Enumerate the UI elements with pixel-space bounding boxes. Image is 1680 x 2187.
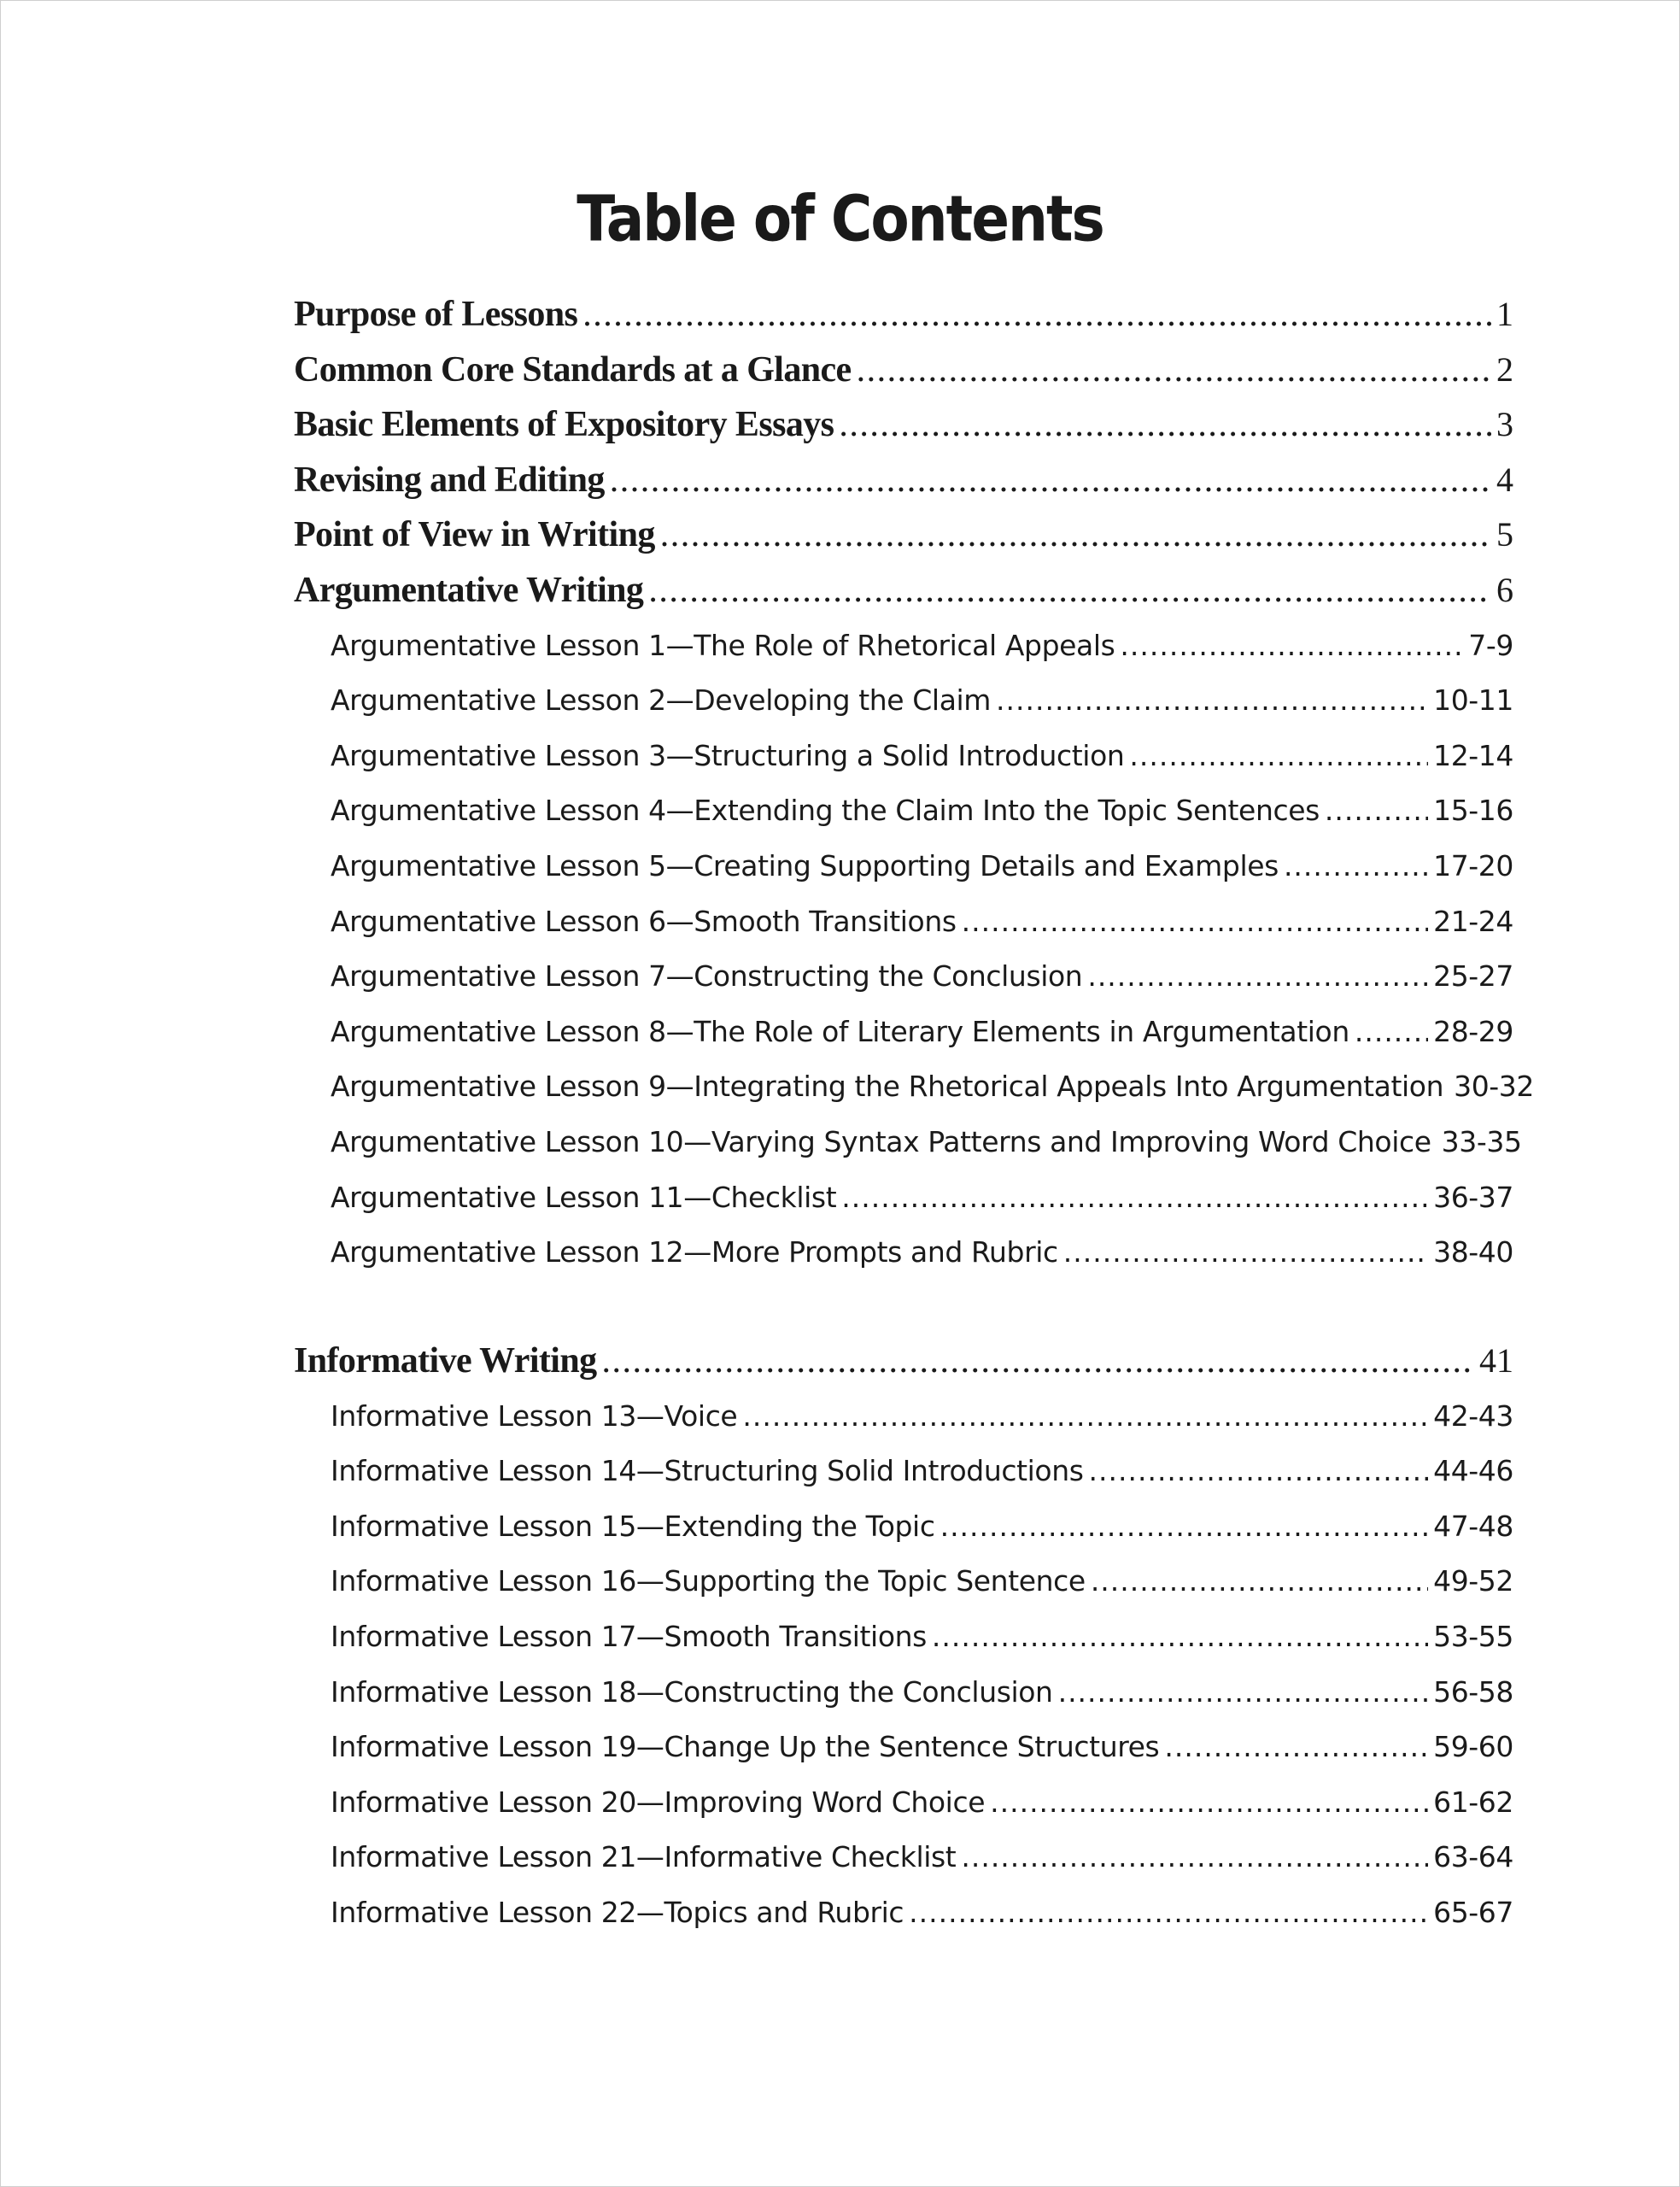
toc-entry-point-of-view[interactable] — [294, 507, 1513, 563]
toc-page-number: 12-14 — [1433, 738, 1513, 772]
toc-subentry-label: Argumentative Lesson 9—Integrating the Rhetorical Appeals Into Argumentation — [331, 1070, 1444, 1104]
toc-subentry-informative-20[interactable] — [294, 1775, 1513, 1831]
toc-subentry-informative-21[interactable] — [294, 1830, 1513, 1885]
toc-page-number: 41 — [1479, 1341, 1513, 1380]
toc-subentry-argumentative-6[interactable] — [294, 894, 1513, 950]
toc-page-number: 61-62 — [1433, 1785, 1513, 1819]
dot-leader — [932, 1609, 1428, 1665]
toc-entry-label: Revising and Editing — [294, 460, 605, 500]
toc-subentry-argumentative-5[interactable] — [294, 839, 1513, 894]
toc-subentry-argumentative-4[interactable] — [294, 783, 1513, 839]
toc-subentry-argumentative-11[interactable] — [294, 1170, 1513, 1226]
toc-entry-label: Informative Writing — [294, 1341, 597, 1381]
toc-subentry-label: Argumentative Lesson 2—Developing the Claim — [331, 683, 992, 718]
toc-page-number: 36-37 — [1433, 1180, 1513, 1214]
toc-subentry-informative-13[interactable] — [294, 1389, 1513, 1445]
toc-page-number: 59-60 — [1433, 1730, 1513, 1764]
toc-subentry-argumentative-12[interactable] — [294, 1225, 1513, 1281]
toc-page-number: 2 — [1496, 349, 1513, 389]
toc-subentry-label: Argumentative Lesson 5—Creating Supporting Details and Examples — [331, 848, 1279, 882]
dot-leader — [602, 1334, 1474, 1389]
toc-subentry-informative-17[interactable] — [294, 1609, 1513, 1665]
dot-leader — [841, 1170, 1428, 1226]
toc-subentry-informative-16[interactable] — [294, 1554, 1513, 1609]
toc-subentry-argumentative-7[interactable] — [294, 949, 1513, 1005]
toc-subentry-argumentative-9[interactable] — [294, 1059, 1534, 1115]
toc-page-number: 53-55 — [1433, 1619, 1513, 1653]
toc-page-number: 7-9 — [1468, 628, 1513, 662]
toc-subentry-label: Argumentative Lesson 4—Extending the Claim Into the Topic Sentences — [331, 794, 1320, 828]
dot-leader — [582, 287, 1491, 343]
toc-entry-purpose[interactable] — [294, 287, 1513, 343]
dot-leader — [1164, 1720, 1428, 1775]
toc-subentry-argumentative-2[interactable] — [294, 673, 1513, 729]
toc-subentry-label: Informative Lesson 14—Structuring Solid Introductions — [331, 1454, 1084, 1488]
toc-page-number: 4 — [1496, 460, 1513, 499]
toc-subentry-label: Argumentative Lesson 8—The Role of Literary Elements in Argumentation — [331, 1014, 1349, 1048]
dot-leader — [996, 673, 1428, 729]
toc-page-number: 10-11 — [1433, 683, 1513, 718]
toc-subentry-argumentative-8[interactable] — [294, 1005, 1513, 1060]
toc-page-number: 30-32 — [1454, 1070, 1534, 1104]
toc-page-number: 5 — [1496, 515, 1513, 554]
toc-page-number: 49-52 — [1433, 1564, 1513, 1598]
toc-page-number: 6 — [1496, 570, 1513, 609]
toc-subentry-label: Informative Lesson 15—Extending the Topic — [331, 1509, 935, 1543]
dot-leader — [1063, 1225, 1428, 1281]
dot-leader — [1284, 839, 1428, 894]
toc-entry-common-core[interactable] — [294, 343, 1513, 398]
toc-page-number: 3 — [1496, 405, 1513, 444]
toc-subentry-label: Argumentative Lesson 7—Constructing the Conclusion — [331, 959, 1083, 994]
dot-leader — [940, 1499, 1429, 1555]
toc-page-number: 38-40 — [1433, 1235, 1513, 1269]
toc-entry-label: Common Core Standards at a Glance — [294, 349, 852, 390]
toc-page-number: 21-24 — [1433, 904, 1513, 938]
toc-entry-basic-elements[interactable] — [294, 397, 1513, 453]
dot-leader — [1058, 1665, 1429, 1721]
dot-leader — [857, 343, 1491, 398]
dot-leader — [648, 563, 1491, 619]
toc-subentry-label: Informative Lesson 18—Constructing the Conclusion — [331, 1674, 1053, 1709]
toc-entry-label: Argumentative Writing — [294, 570, 644, 610]
toc-entry-label: Point of View in Writing — [294, 515, 655, 555]
toc-subentry-label: Argumentative Lesson 12—More Prompts and Rubric — [331, 1235, 1058, 1269]
toc-subentry-label: Argumentative Lesson 11—Checklist — [331, 1180, 837, 1214]
toc-entry-informative[interactable] — [294, 1334, 1513, 1389]
toc-subentry-informative-15[interactable] — [294, 1499, 1513, 1555]
toc-entry-argumentative[interactable] — [294, 563, 1513, 619]
toc-page-number: 25-27 — [1433, 959, 1513, 994]
toc-informative-list — [294, 1334, 1513, 1941]
toc-subentry-argumentative-3[interactable] — [294, 729, 1513, 784]
toc-page-number: 56-58 — [1433, 1674, 1513, 1709]
dot-leader — [610, 453, 1491, 508]
toc-page-number: 28-29 — [1433, 1014, 1513, 1048]
dot-leader — [1355, 1005, 1428, 1060]
toc-subentry-label: Argumentative Lesson 3—Structuring a Solid Introduction — [331, 738, 1125, 772]
dot-leader — [1120, 619, 1463, 674]
toc-page-number: 42-43 — [1433, 1398, 1513, 1433]
toc-subentry-argumentative-1[interactable] — [294, 619, 1513, 674]
toc-page-number: 17-20 — [1433, 848, 1513, 882]
toc-entry-revising[interactable] — [294, 453, 1513, 508]
dot-leader — [1089, 1444, 1429, 1499]
toc-entry-label: Purpose of Lessons — [294, 295, 578, 334]
toc-subentry-label: Informative Lesson 17—Smooth Transitions — [331, 1619, 927, 1653]
toc-subentry-label: Informative Lesson 16—Supporting the Topic Sentence — [331, 1564, 1086, 1598]
dot-leader — [1087, 949, 1428, 1005]
toc-page-number: 47-48 — [1433, 1509, 1513, 1543]
toc-page-number: 44-46 — [1433, 1454, 1513, 1488]
toc-subentry-label: Informative Lesson 21—Informative Checklist — [331, 1840, 957, 1874]
toc-subentry-label: Informative Lesson 19—Change Up the Sentence Structures — [331, 1730, 1160, 1764]
dot-leader — [961, 1830, 1428, 1885]
toc-subentry-label: Argumentative Lesson 10—Varying Syntax Patterns and Improving Word Choice — [331, 1124, 1431, 1158]
page-title: Table of Contents — [577, 182, 1103, 256]
dot-leader — [839, 397, 1491, 453]
toc-subentry-label: Argumentative Lesson 1—The Role of Rhetorical Appeals — [331, 628, 1115, 662]
dot-leader — [962, 894, 1428, 950]
dot-leader — [909, 1885, 1428, 1941]
toc-subentry-label: Informative Lesson 20—Improving Word Choice — [331, 1785, 986, 1819]
toc-page-number: 63-64 — [1433, 1840, 1513, 1874]
toc-subentry-informative-14[interactable] — [294, 1444, 1513, 1499]
dot-leader — [660, 507, 1491, 563]
toc-subentry-label: Argumentative Lesson 6—Smooth Transitions — [331, 904, 957, 938]
toc-subentry-informative-18[interactable] — [294, 1665, 1513, 1721]
dot-leader — [1325, 783, 1428, 839]
dot-leader — [1091, 1554, 1428, 1609]
toc-entry-label: Basic Elements of Expository Essays — [294, 405, 834, 445]
toc-subentry-informative-19[interactable] — [294, 1720, 1513, 1775]
toc-main-list — [294, 287, 1534, 1281]
toc-subentry-label: Informative Lesson 22—Topics and Rubric — [331, 1895, 904, 1929]
toc-subentry-label: Informative Lesson 13—Voice — [331, 1398, 738, 1433]
toc-subentry-informative-22[interactable] — [294, 1885, 1513, 1941]
toc-subentry-argumentative-10[interactable] — [294, 1115, 1522, 1170]
dot-leader — [990, 1775, 1428, 1831]
toc-page-number: 15-16 — [1433, 794, 1513, 828]
dot-leader — [1129, 729, 1428, 784]
toc-page-number: 33-35 — [1441, 1124, 1522, 1158]
dot-leader — [742, 1389, 1428, 1445]
toc-page-number: 65-67 — [1433, 1895, 1513, 1929]
toc-page-number: 1 — [1496, 295, 1513, 333]
